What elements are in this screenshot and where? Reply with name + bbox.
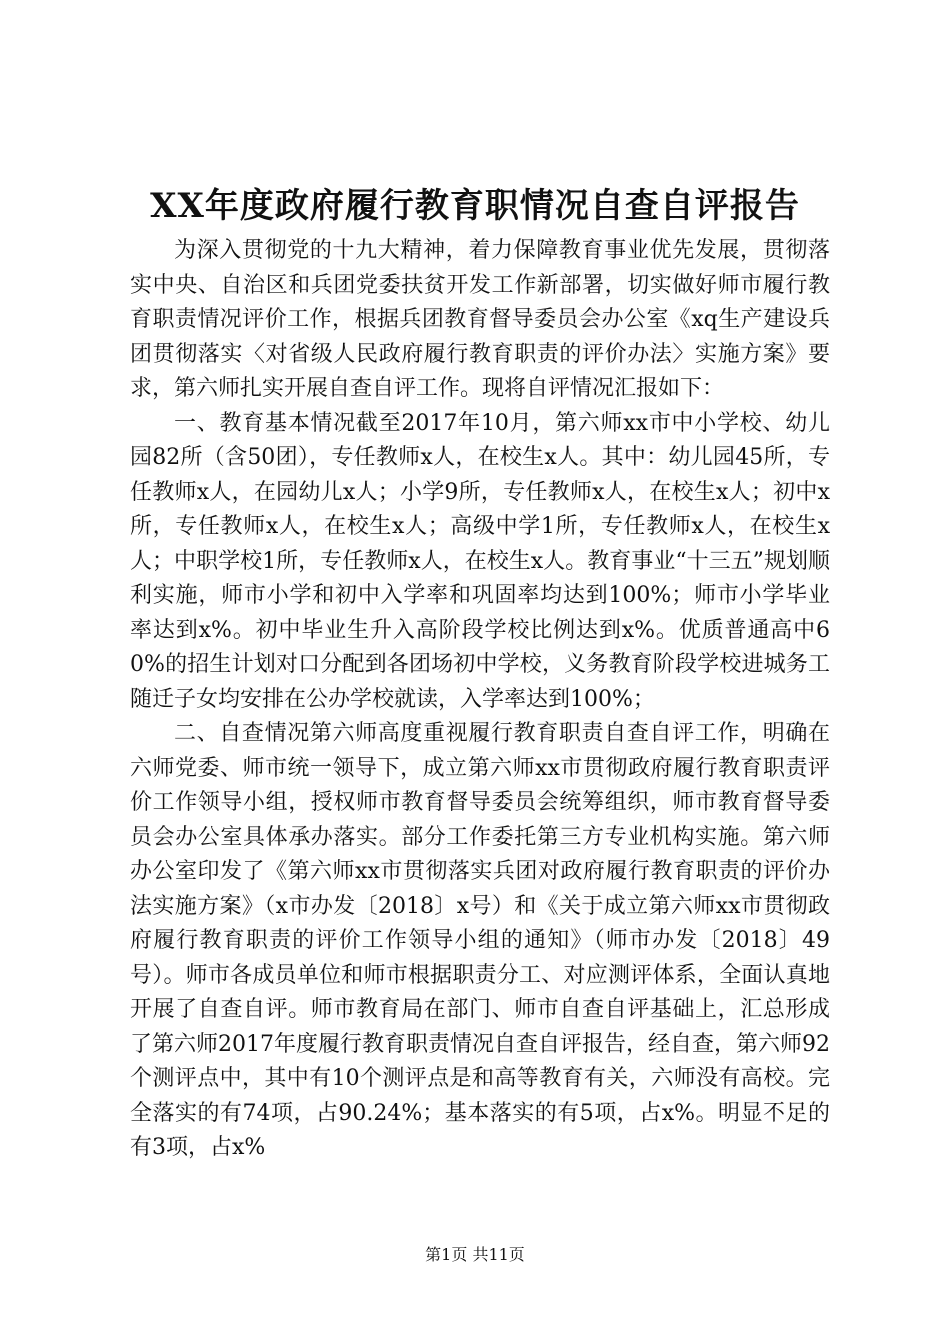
paragraph-section-1: 一、教育基本情况截至2017年10月，第六师xx市中小学校、幼儿园82所（含50团），专任教师x人，在校生x人。其中：幼儿园45所，专任教师x人，在园幼儿x人；小学9所，专任教师x人，在校生x人；初中x所，专任教师x人，在校生x人；高级中学1所，专任教师x人，在校生x人；中职学校1所，专任教师x人，在校生x人。教育事业“十三五”规划顺利实施，师市小学和初中入学率和巩固率均达到100%；师市小学毕业率达到x%。初中毕业生升入高阶段学校比例达到x%。优质普通高中60%的招生计划对口分配到各团场初中学校，义务教育阶段学校进城务工随迁子女均安排在公办学校就读，入学率达到100%；: [130, 410, 830, 712]
page-number-footer: 第1页 共11页: [425, 1245, 525, 1264]
paragraph-section-2: 二、自查情况第六师高度重视履行教育职责自查自评工作，明确在六师党委、师市统一领导下，成立第六师xx市贯彻政府履行教育职责评价工作领导小组，授权师市教育督导委员会统筹组织，师市教育督导委员会办公室具体承办落实。部分工作委托第三方专业机构实施。第六师办公室印发了《第六师xx市贯彻落实兵团对政府履行教育职责的评价办法实施方案》（x市办发〔2018〕x号）和《关于成立第六师xx市贯彻政府履行教育职责的评价工作领导小组的通知》（师市办发〔2018〕49号）。师市各成员单位和师市根据职责分工、对应测评体系，全面认真地开展了自查自评。师市教育局在部门、师市自查自评基础上，汇总形成了第六师2017年度履行教育职责情况自查自评报告，经自查，第六师92个测评点中，其中有10个测评点是和高等教育有关，六师没有高校。完全落实的有74项，占90.24%；基本落实的有5项，占x%。明显不足的有3项，占x%: [130, 721, 830, 1160]
paragraph-intro: 为深入贯彻党的十九大精神，着力保障教育事业优先发展，贯彻落实中央、自治区和兵团党委扶贫开发工作新部署，切实做好师市履行教育职责情况评价工作，根据兵团教育督导委员会办公室《xq生产建设兵团贯彻落实〈对省级人民政府履行教育职责的评价办法〉实施方案》要求，第六师扎实开展自查自评工作。现将自评情况汇报如下：: [130, 238, 830, 401]
document-body: [130, 234, 830, 1166]
document-title: XX年度政府履行教育职情况自查自评报告: [150, 186, 800, 226]
